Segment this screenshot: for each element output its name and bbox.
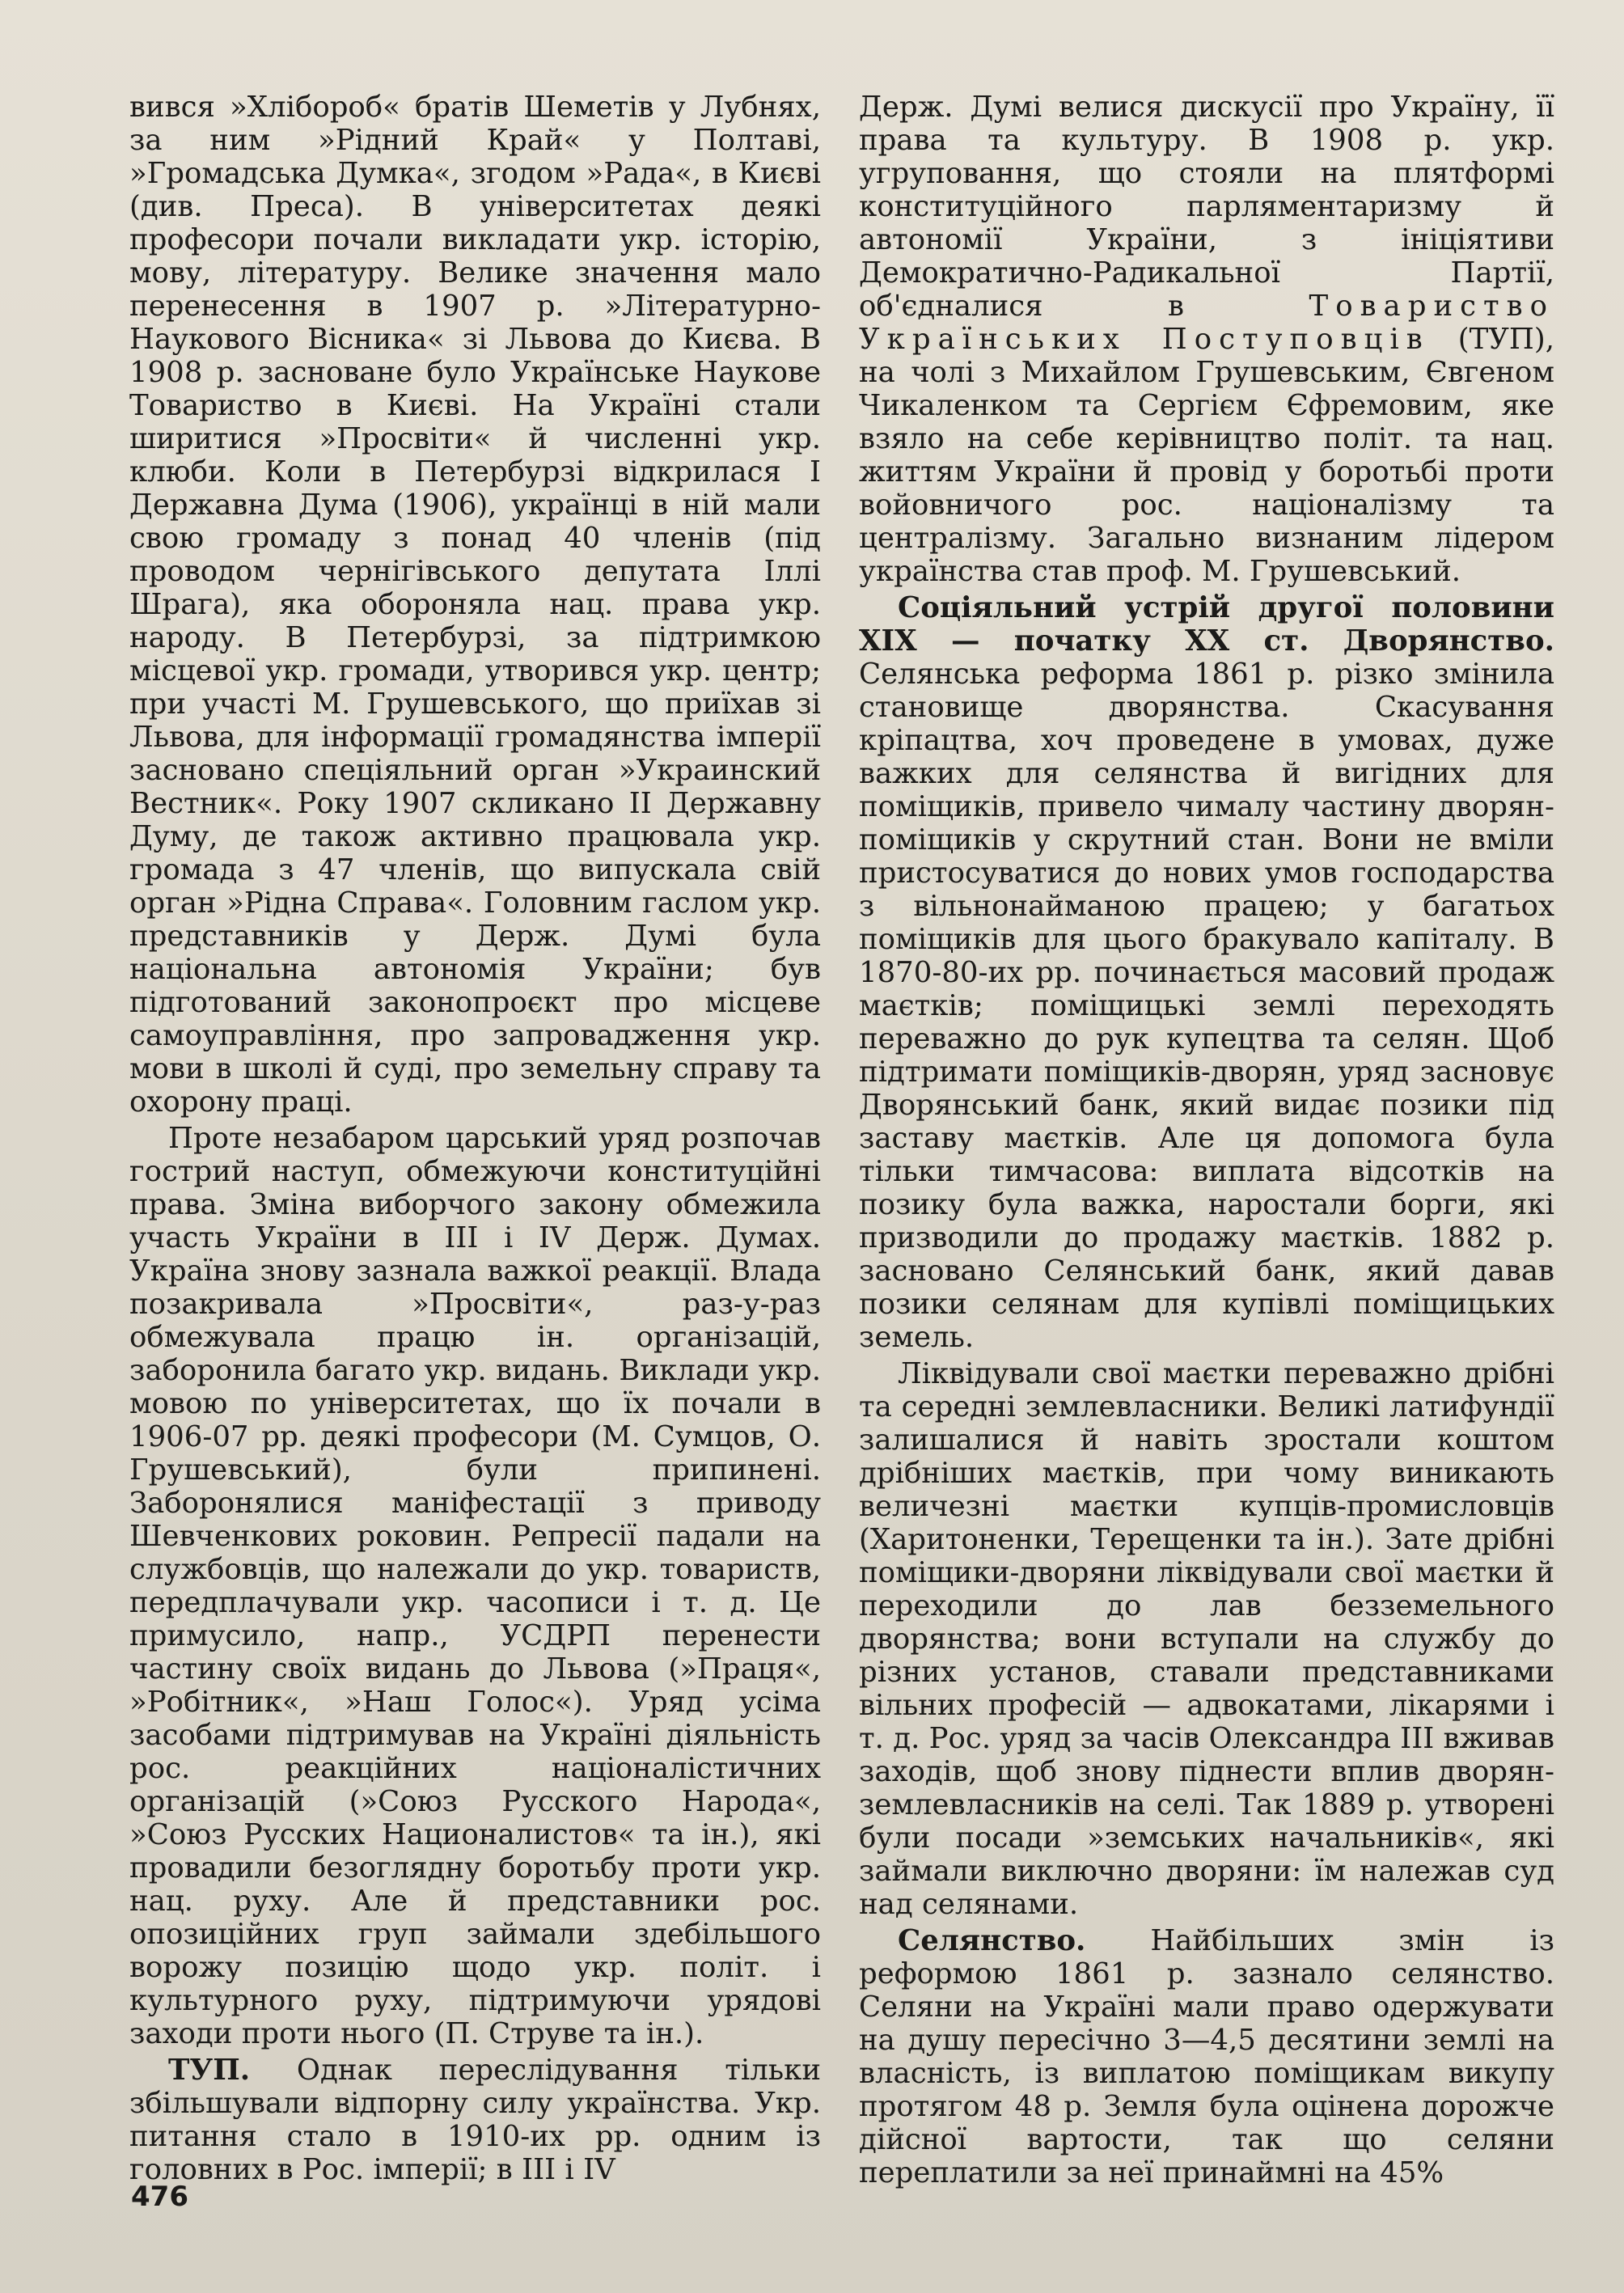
paragraph-text: Селянська реформа 1861 р. різко змінила становище дворянства. Скасування кріпацтва, хоч проведене в умовах, дуже важких для селянства й вигідних для поміщиків, привело чималу частину дворян-поміщиків у скрутний стан. Вони не вміли пристосуватися до нових умов господарства з вільнонайманою працею; у багатьох поміщиків для цього бракувало капіталу. В 1870-80-их рр. починається масовий продаж маєтків; поміщицькі землі переходять переважно до рук купецтва та селян. Щоб підтримати поміщиків-дворян, уряд засновує Дворянський банк, який видає позики під заставу маєтків. Але ця допомога була тільки тимчасова: виплата відсотків на позику була важка, наростали борги, які призводили до продажу маєтків. 1882 р. засновано Селянський банк, який давав позики селянам для купівлі поміщицьких земель. [859, 658, 1554, 1354]
page-number: 476 [131, 2181, 188, 2213]
paragraph: Ліквідували свої маєтки переважно дрібні та середні землевласники. Великі латифундії залишалися й навіть зростали коштом дрібніших маєтків, при чому виникають величезні маєтки купців-промисловців (Харитоненки, Терещенки та ін.). Зате дрібні поміщики-дворяни ліквідували свої маєтки й переходили до лав безземельного дворянства; вони вступали на службу до різних установ, ставали представниками вільних професій — адвокатами, лікарями і т. д. Рос. уряд за часів Олександра III вживав заходів, щоб знову піднести вплив дворян-землевласників на селі. Так 1889 р. утворені були посади »земських начальників«, які займали виключно дворяни: їм належав суд над селянами. [859, 1357, 1554, 1921]
paragraph-text: Держ. Думі велися дискусії про Україну, її права та культуру. В 1908 р. укр. угруповання, що стояли на плятформі конституційного парляментаризму й автономії України, з ініціятиви Демократично-Радикальної Партії, об'єдналися в [859, 91, 1554, 323]
paragraph [129, 2054, 821, 2186]
paragraph-text: Однак переслідування тільки збільшували відпорну силу українства. Укр. питання стало в 1910-их рр. одним із головних в Рос. імперії; в III і IV [129, 2054, 821, 2186]
section-heading: Соціяльний устрій другої половини XIX — початку XX ст. Дворянство. [859, 591, 1554, 658]
paragraph-text: (ТУП), на чолі з Михайлом Грушевським, Євгеном Чикаленком та Сергієм Єфремовим, яке взяло на себе керівництво політ. та нац. життям України й провід у боротьбі проти войовничого рос. націоналізму та централізму. Загально визнаним лідером українства став проф. М. Грушевський. [859, 323, 1554, 588]
section-heading: ТУП. [168, 2054, 251, 2087]
paragraph [859, 1924, 1554, 2189]
paragraph [859, 91, 1554, 588]
paragraph: вився »Хлібороб« братів Шеметів у Лубнях, за ним »Рідний Край« у Полтаві, »Громадська Думка«, згодом »Рада«, в Києві (див. Преса). В університетах деякі професори почали викладати укр. історію, мову, літературу. Велике значення мало перенесення в 1907 р. »Літературно-Наукового Вісника« зі Львова до Києва. В 1908 р. засноване було Українське Наукове Товариство в Києві. На Україні стали ширитися »Просвіти« й численні укр. клюби. Коли в Петербурзі відкрилася І Державна Дума (1906), українці в ній мали свою громаду з понад 40 членів (під проводом чернігівського депутата Іллі Шрага), яка обороняла нац. права укр. народу. В Петербурзі, за підтримкою місцевої укр. громади, утворився укр. центр; при участі М. Грушевського, що приїхав зі Львова, для інформації громадянства імперії засновано спеціяльний орган »Украинский Вестник«. Року 1907 скликано II Державну Думу, де також активно працювала укр. громада з 47 членів, що випускала свій орган »Рідна Справа«. Головним гаслом укр. представників у Держ. Думі була національна автономія України; був підготований законопроєкт про місцеве самоуправління, про запровадження укр. мови в школі й суді, про земельну справу та охорону праці. [129, 91, 821, 1119]
right-column [859, 91, 1554, 2189]
paragraph: Проте незабаром царський уряд розпочав гострий наступ, обмежуючи конституційні права. Зміна виборчого закону обмежила участь України в III і IV Держ. Думах. Україна знову зазнала важкої реакції. Влада позакривала »Просвіти«, раз-у-раз обмежувала працю ін. організацій, заборонила багато укр. видань. Виклади укр. мовою по університетах, що їх почали в 1906-07 рр. деякі професори (М. Сумцов, О. Грушевський), були припинені. Заборонялися маніфестації з приводу Шевченкових роковин. Репресії падали на службовців, що належали до укр. товариств, передплачували укр. часописи і т. д. Це примусило, напр., УСДРП перенести частину своїх видань до Львова (»Праця«, »Робітник«, »Наш Голос«). Уряд усіма засобами підтримував на Україні діяльність рос. реакційних націоналістичних організацій (»Союз Русского Народа«, »Союз Русских Националистов« та ін.), які провадили безоглядну боротьбу проти укр. нац. руху. Але й представники рос. опозиційних груп займали здебільшого ворожу позицію щодо укр. політ. і культурного руху, підтримуючи урядові заходи проти нього (П. Струве та ін.). [129, 1122, 821, 2050]
emphasized-name: Товариство Українських Поступовців [859, 290, 1554, 356]
paragraph [859, 591, 1554, 1354]
paragraph-text: Найбільших змін із реформою 1861 р. зазнало селянство. Селяни на Україні мали право одержувати на душу пересічно 3—4,5 десятини землі на власність, із виплатою поміщикам викупу протягом 48 р. Земля була оцінена дорожче дійсної вартости, так що селяни переплатили за неї принаймні на 45% [859, 1924, 1554, 2189]
section-heading: Селянство. [898, 1924, 1086, 1957]
left-column [129, 91, 821, 2186]
